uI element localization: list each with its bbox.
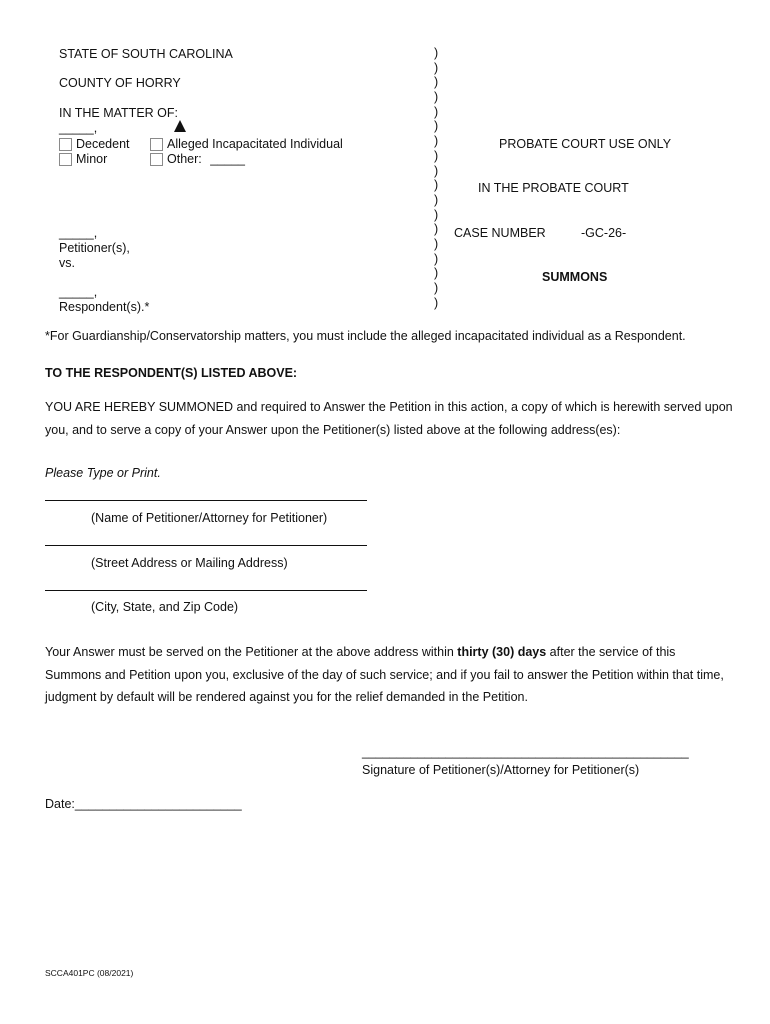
respondent-blank: _____, <box>59 285 98 299</box>
street-field-label: (Street Address or Mailing Address) <box>91 556 288 570</box>
paren: ) <box>434 222 439 237</box>
petitioners-label: Petitioner(s), <box>59 241 130 255</box>
city-field-label: (City, State, and Zip Code) <box>91 600 239 614</box>
answer-paragraph <box>45 641 735 709</box>
paren: ) <box>434 104 439 119</box>
please-type-note: Please Type or Print. <box>45 466 161 480</box>
paren: ) <box>434 90 439 105</box>
summoned-paragraph: YOU ARE HEREBY SUMMONED and required to Answer the Petition in this action, a copy of which is herewith served upon you, and to serve a copy of your Answer upon the Petitioner(s) listed above at the following address(es): <box>45 400 733 437</box>
paren: ) <box>434 281 439 295</box>
street-input-line[interactable] <box>45 545 367 546</box>
in-probate-court: IN THE PROBATE COURT <box>478 181 629 195</box>
city-input-line[interactable] <box>45 590 367 591</box>
paren: ) <box>434 266 439 281</box>
answer-text-2: after the service of this Summons and Petition upon you, exclusive of the day of such service; and if you fail to answer the Petition within that time, judgment by default will be rendered against you for the relief demanded in the Petition. <box>45 645 724 704</box>
state-label: STATE OF SOUTH CAROLINA <box>59 47 233 61</box>
name-field-label: (Name of Petitioner/Attorney for Petitioner) <box>91 511 328 525</box>
summons-title: SUMMONS <box>542 270 608 284</box>
paren: ) <box>434 236 439 251</box>
vs-label: vs. <box>59 256 75 270</box>
petitioner-blank: _____, <box>59 226 98 240</box>
paren: ) <box>434 163 439 178</box>
paren: ) <box>434 119 439 134</box>
alleged-label: Alleged Incapacitated Individual <box>167 137 343 151</box>
paren: ) <box>434 46 439 60</box>
answer-deadline: thirty (30) days <box>457 645 547 659</box>
paren: ) <box>434 251 439 266</box>
signature-line[interactable]: _______________________________________________ <box>362 745 689 759</box>
alleged-checkbox[interactable] <box>150 138 163 151</box>
decedent-checkbox[interactable] <box>59 138 72 151</box>
minor-checkbox[interactable] <box>59 153 72 166</box>
caption-divider <box>434 46 444 310</box>
paren: ) <box>434 134 439 149</box>
name-input-line[interactable] <box>45 500 367 501</box>
respondents-label: Respondent(s).* <box>59 300 150 314</box>
paren: ) <box>434 207 439 222</box>
probate-use-only: PROBATE COURT USE ONLY <box>499 137 672 151</box>
footnote: *For Guardianship/Conservatorship matters, you must include the alleged incapacitated individual as a Respondent. <box>45 329 686 343</box>
cursor-arrow-icon <box>174 120 186 132</box>
date-field[interactable]: Date:________________________ <box>45 797 242 811</box>
other-label: Other: <box>167 152 202 166</box>
case-number-label: CASE NUMBER <box>454 226 546 240</box>
paren: ) <box>434 148 439 163</box>
matter-blank: _____, <box>59 121 98 135</box>
alleged-option[interactable] <box>150 137 343 151</box>
to-respondents-heading: TO THE RESPONDENT(S) LISTED ABOVE: <box>45 366 298 380</box>
signature-label: Signature of Petitioner(s)/Attorney for Petitioner(s) <box>362 763 640 777</box>
minor-label: Minor <box>76 152 108 166</box>
case-number-code: -GC-26- <box>581 226 627 240</box>
decedent-label: Decedent <box>76 137 130 151</box>
paren: ) <box>434 75 439 90</box>
paren: ) <box>434 295 439 310</box>
county-label: COUNTY OF HORRY <box>59 76 181 90</box>
answer-text-1: Your Answer must be served on the Petitioner at the above address within <box>45 645 458 659</box>
paren: ) <box>434 60 439 75</box>
other-blank[interactable]: _____ <box>210 152 245 166</box>
other-checkbox[interactable] <box>150 153 163 166</box>
paren: ) <box>434 192 439 207</box>
paren: ) <box>434 178 439 193</box>
minor-option[interactable] <box>59 152 107 166</box>
form-code: SCCA401PC (08/2021) <box>45 968 134 978</box>
matter-label: IN THE MATTER OF: <box>59 106 178 120</box>
other-option[interactable] <box>150 152 245 166</box>
decedent-option[interactable] <box>59 137 130 151</box>
